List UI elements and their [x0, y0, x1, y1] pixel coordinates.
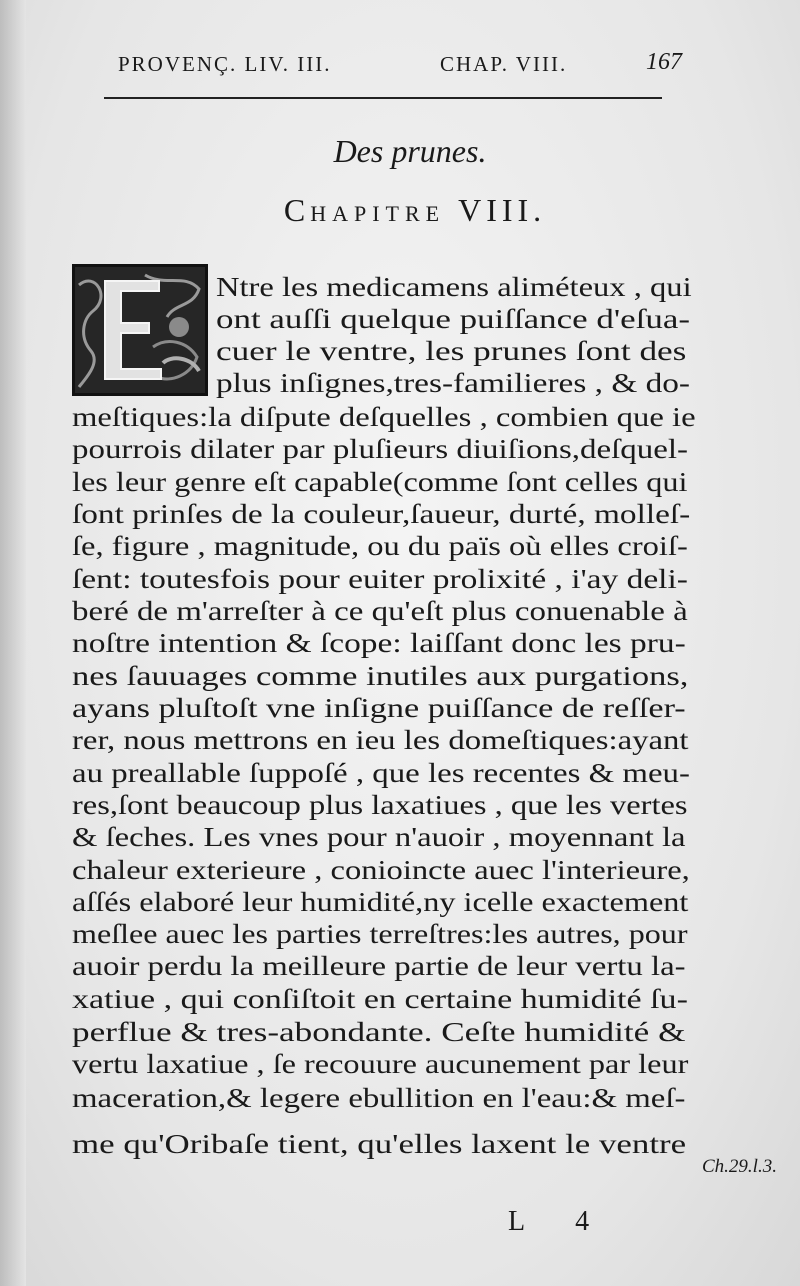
text-line: Ntre les medicamens aliméteux , qui	[216, 271, 692, 302]
show-through-text	[150, 96, 157, 126]
chapter-title-word: HAPITRE	[310, 201, 446, 226]
header-rule	[104, 97, 662, 99]
text-line: pourrois dilater par pluſieurs diuiſions,deſquel-	[72, 433, 688, 464]
text-line: au preallable ſuppoſé , que les recentes & meu-	[72, 757, 690, 788]
running-head	[118, 49, 698, 88]
text-line: meſtiques:la diſpute deſquelles , combien que ie	[72, 401, 696, 432]
text-line: aſſés elaboré leur humidité,ny icelle exactement	[72, 886, 689, 917]
text-line: plus inſignes,tres-familieres , & do-	[216, 367, 691, 398]
text-line: ayans pluſtoſt vne inſigne puiſſance de reſſer-	[72, 692, 686, 723]
text-line: auoir perdu la meilleure partie de leur vertu la-	[72, 950, 686, 981]
running-head-chapter: CHAP. VIII.	[440, 52, 568, 76]
text-line: ſe, figure , magnitude, ou du païs où elles croiſ-	[72, 530, 688, 561]
svg-text:E: E	[135, 363, 136, 364]
text-line: xatiue , qui conſiſtoit en certaine humidité ſu-	[72, 983, 688, 1014]
section-title: Des prunes.	[333, 133, 487, 169]
drop-cap-ornament	[72, 264, 208, 396]
text-line: cuer le ventre, les prunes ſont des	[216, 335, 687, 366]
text-line: nes ſauuages comme inutiles aux purgations,	[72, 660, 689, 691]
text-line: ſent: toutesfois pour euiter prolixité , i'ay deli-	[72, 563, 688, 594]
running-head-book: PROVENÇ. LIV. III.	[118, 52, 332, 76]
text-line: chaleur exterieure , conioincte auec l'interieure,	[72, 854, 690, 885]
text-line: beré de m'arreſter à ce qu'eſt plus conuenable à	[72, 595, 688, 626]
drop-cap-letter-e	[75, 267, 205, 393]
text-line: rer, nous mettrons en ieu les domeſtiques:ayant	[72, 724, 689, 755]
text-line: ont auſſi quelque puiſſance d'eſua-	[216, 303, 691, 334]
text-line: me qu'Oribaſe tient, qu'elles laxent le ventre	[72, 1128, 687, 1159]
text-line: ſont prinſes de la couleur,ſaueur, durté, molleſ-	[72, 498, 691, 529]
margin-note: Ch.29.l.3.	[702, 1156, 777, 1177]
signature-mark: L 4	[508, 1206, 612, 1237]
chapter-title-initial: C	[283, 192, 311, 228]
chapter-title	[0, 192, 800, 229]
text-line: perflue & tres-abondante. Ceſte humidité &	[72, 1016, 686, 1047]
text-line: vertu laxatiue , ſe recouure aucunement par leur	[72, 1048, 689, 1079]
text-line: les leur genre eſt capable(comme ſont celles qui	[72, 466, 688, 497]
page-number: 167	[646, 49, 682, 75]
text-line: maceration,& legere ebullition en l'eau:& meſ-	[72, 1082, 686, 1113]
text-line: res,ſont beaucoup plus laxatiues , que les vertes	[72, 789, 688, 820]
text-line: noſtre intention & ſcope: laiſſant donc les pru-	[72, 627, 686, 658]
text-line: & ſeches. Les vnes pour n'auoir , moyennant la	[72, 821, 686, 852]
chapter-title-numeral: VIII.	[458, 192, 547, 228]
text-line: meſlee auec les parties terreſtres:les autres, pour	[72, 918, 688, 949]
